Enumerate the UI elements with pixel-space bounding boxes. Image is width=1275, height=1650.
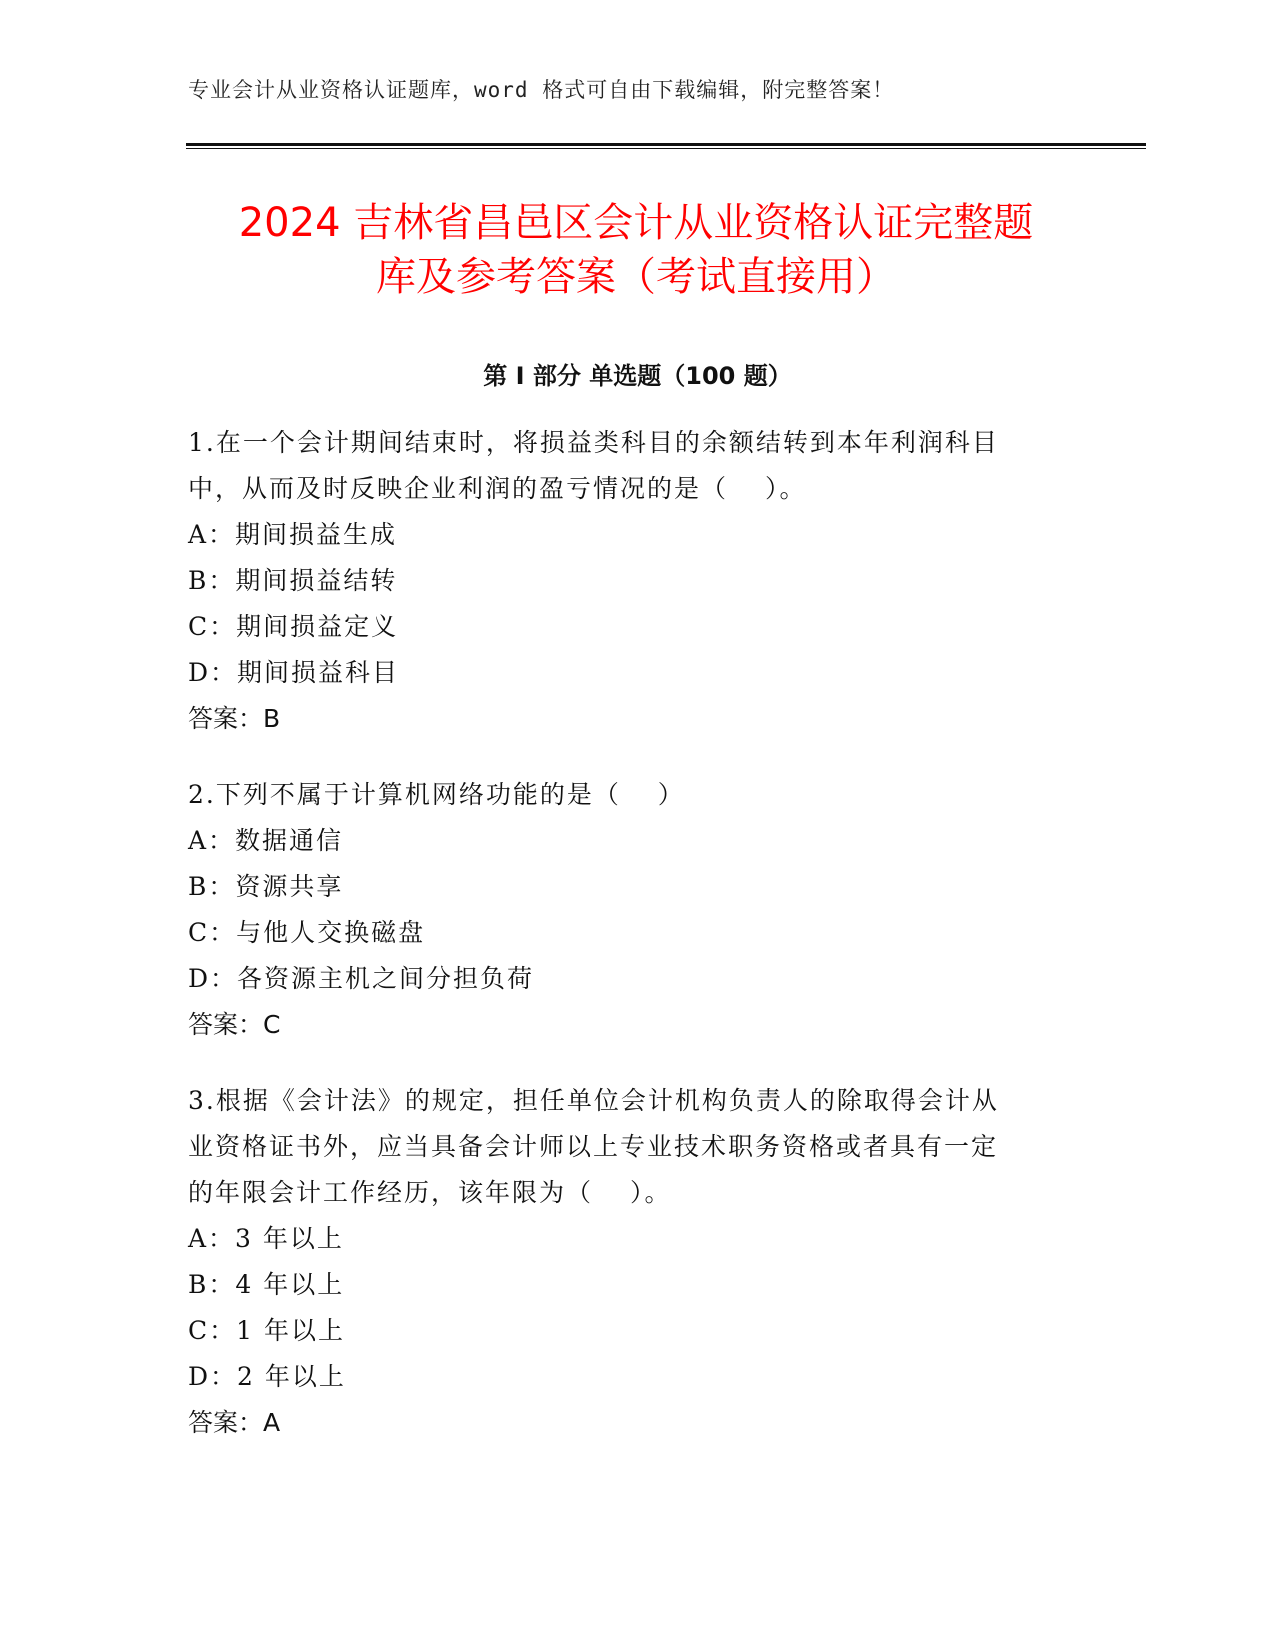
document-title-line-2: 库及参考答案（考试直接用） [376,254,896,300]
question-1 [188,420,1068,742]
option-a: A：3 年以上 [188,1224,344,1253]
header-rule-thick [186,143,1146,146]
answer: 答案：B [188,704,281,733]
header-rule-thin [186,148,1146,149]
question-stem-line: 业资格证书外，应当具备会计师以上专业技术职务资格或者具有一定 [188,1132,999,1161]
question-stem-line: 3.根据《会计法》的规定，担任单位会计机构负责人的除取得会计从 [188,1086,999,1115]
question-stem-line: 1.在一个会计期间结束时，将损益类科目的余额结转到本年利润科目 [188,428,999,457]
option-b: B：期间损益结转 [188,566,398,595]
option-d: D：2 年以上 [188,1362,346,1391]
question-stem-line: 中，从而及时反映企业利润的盈亏情况的是（ ）。 [188,474,807,503]
option-b: B：4 年以上 [188,1270,345,1299]
question-3 [188,1078,1068,1446]
option-c: C：1 年以上 [188,1316,345,1345]
header-note: 专业会计从业资格认证题库，word 格式可自由下载编辑，附完整答案！ [188,78,895,102]
document-title-line-1: 2024 吉林省昌邑区会计从业资格认证完整题 [238,200,1034,246]
option-b: B：资源共享 [188,872,344,901]
document-title [186,196,1086,304]
question-stem-line: 2.下列不属于计算机网络功能的是（ ） [188,780,685,809]
answer: 答案：A [188,1408,281,1437]
answer: 答案：C [188,1010,281,1039]
option-c: C：与他人交换磁盘 [188,918,426,947]
question-2 [188,772,1068,1048]
option-a: A：期间损益生成 [188,520,398,549]
option-d: D：各资源主机之间分担负荷 [188,964,535,993]
option-c: C：期间损益定义 [188,612,399,641]
option-d: D：期间损益科目 [188,658,400,687]
question-stem-line: 的年限会计工作经历，该年限为（ ）。 [188,1178,672,1207]
option-a: A：数据通信 [188,826,344,855]
section-heading: 第 I 部分 单选题（100 题） [483,362,792,390]
